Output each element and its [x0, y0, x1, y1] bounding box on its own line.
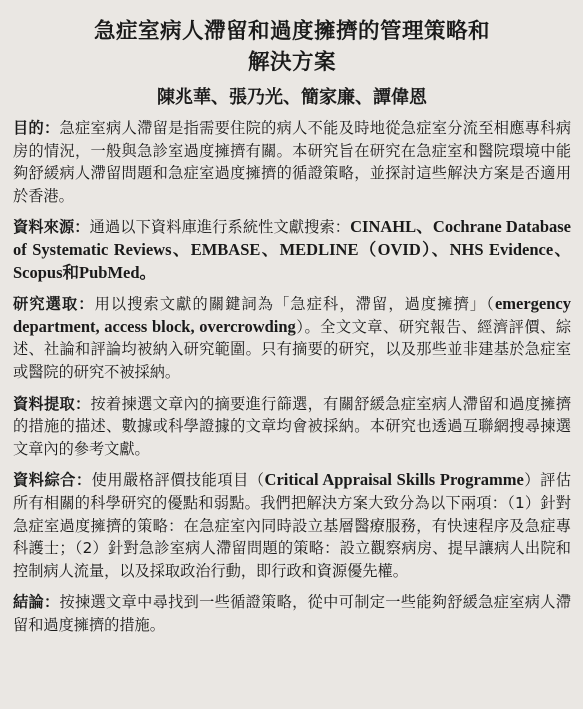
section-selection-text-a: 用以搜索文獻的關鍵詞為「急症科，滯留，過度擁擠」（: [94, 295, 495, 314]
section-objective-text: 急症室病人滯留是指需要住院的病人不能及時地從急症室分流至相應專科病房的情況，一般與急診室過度擁擠有關。本研究旨在研究在急症室和醫院環境中能夠舒緩病人滯留問題和急症室過度擁擠的循證策略，並探討這些解決方案是否適用於香港。: [13, 119, 572, 205]
section-selection-text-c: ）。全文文章、研究報告、經濟評價、綜述、社論和評論均被納入研究範圍。只有摘要的研究，以及那些並非建基於急症室或醫院的研究不被採納。: [13, 317, 572, 381]
section-sources-text: 通過以下資料庫進行系統性文獻搜索：: [89, 218, 351, 237]
section-selection-label: 研究選取：: [13, 295, 95, 314]
section-sources-databases: CINAHL、Cochrane Database of Systematic Reviews、EMBASE、MEDLINE（OVID）、NHS Evidence、Scopus和PubMed。: [13, 217, 572, 282]
section-synthesis: [13, 469, 571, 582]
paper-title: [13, 16, 571, 78]
section-synthesis-text-a: 使用嚴格評價技能項目（: [91, 471, 265, 490]
section-conclusion: [13, 591, 571, 636]
section-objective: [13, 117, 571, 207]
section-synthesis-label: 資料綜合：: [13, 471, 92, 490]
section-sources-label: 資料來源：: [13, 218, 90, 237]
section-extraction-label: 資料提取：: [13, 394, 91, 413]
section-selection-keywords: emergency department, access block, overcrowding: [13, 294, 571, 336]
section-synthesis-casp: Critical Appraisal Skills Programme: [264, 470, 524, 490]
section-extraction: [13, 393, 571, 461]
section-selection: [13, 293, 571, 383]
section-synthesis-text-c: ）評估所有相關的科學研究的優點和弱點。我們把解決方案大致分為以下兩項：（1）針對急症室過度擁擠的策略：在急症室內同時設立基層醫療服務，有快速程序及急症專科護士；（2）針對急診室病人滯留問題的策略：設立觀察病房、提早讓病人出院和控制病人流量，以及採取政治行動，即行政和資源優先權。: [13, 471, 572, 580]
title-line-1: 急症室病人滯留和過度擁擠的管理策略和: [93, 19, 490, 44]
author-list: 陳兆華、張乃光、簡家廉、譚偉恩: [157, 87, 427, 108]
section-sources: [13, 216, 571, 284]
section-objective-label: 目的：: [13, 119, 60, 137]
section-extraction-text: 按着揀選文章內的摘要進行篩選，有關舒緩急症室病人滯留和過度擁擠的措施的描述、數據或科學證據的文章均會被採納。本研究也透過互聯網搜尋揀選文章內的參考文獻。: [13, 394, 572, 458]
section-conclusion-text: 按揀選文章中尋找到一些循證策略，從中可制定一些能夠舒緩急症室病人滯留和過度擁擠的措施。: [13, 593, 572, 634]
title-line-2: 解決方案: [247, 50, 336, 75]
section-conclusion-label: 結論：: [13, 593, 60, 612]
